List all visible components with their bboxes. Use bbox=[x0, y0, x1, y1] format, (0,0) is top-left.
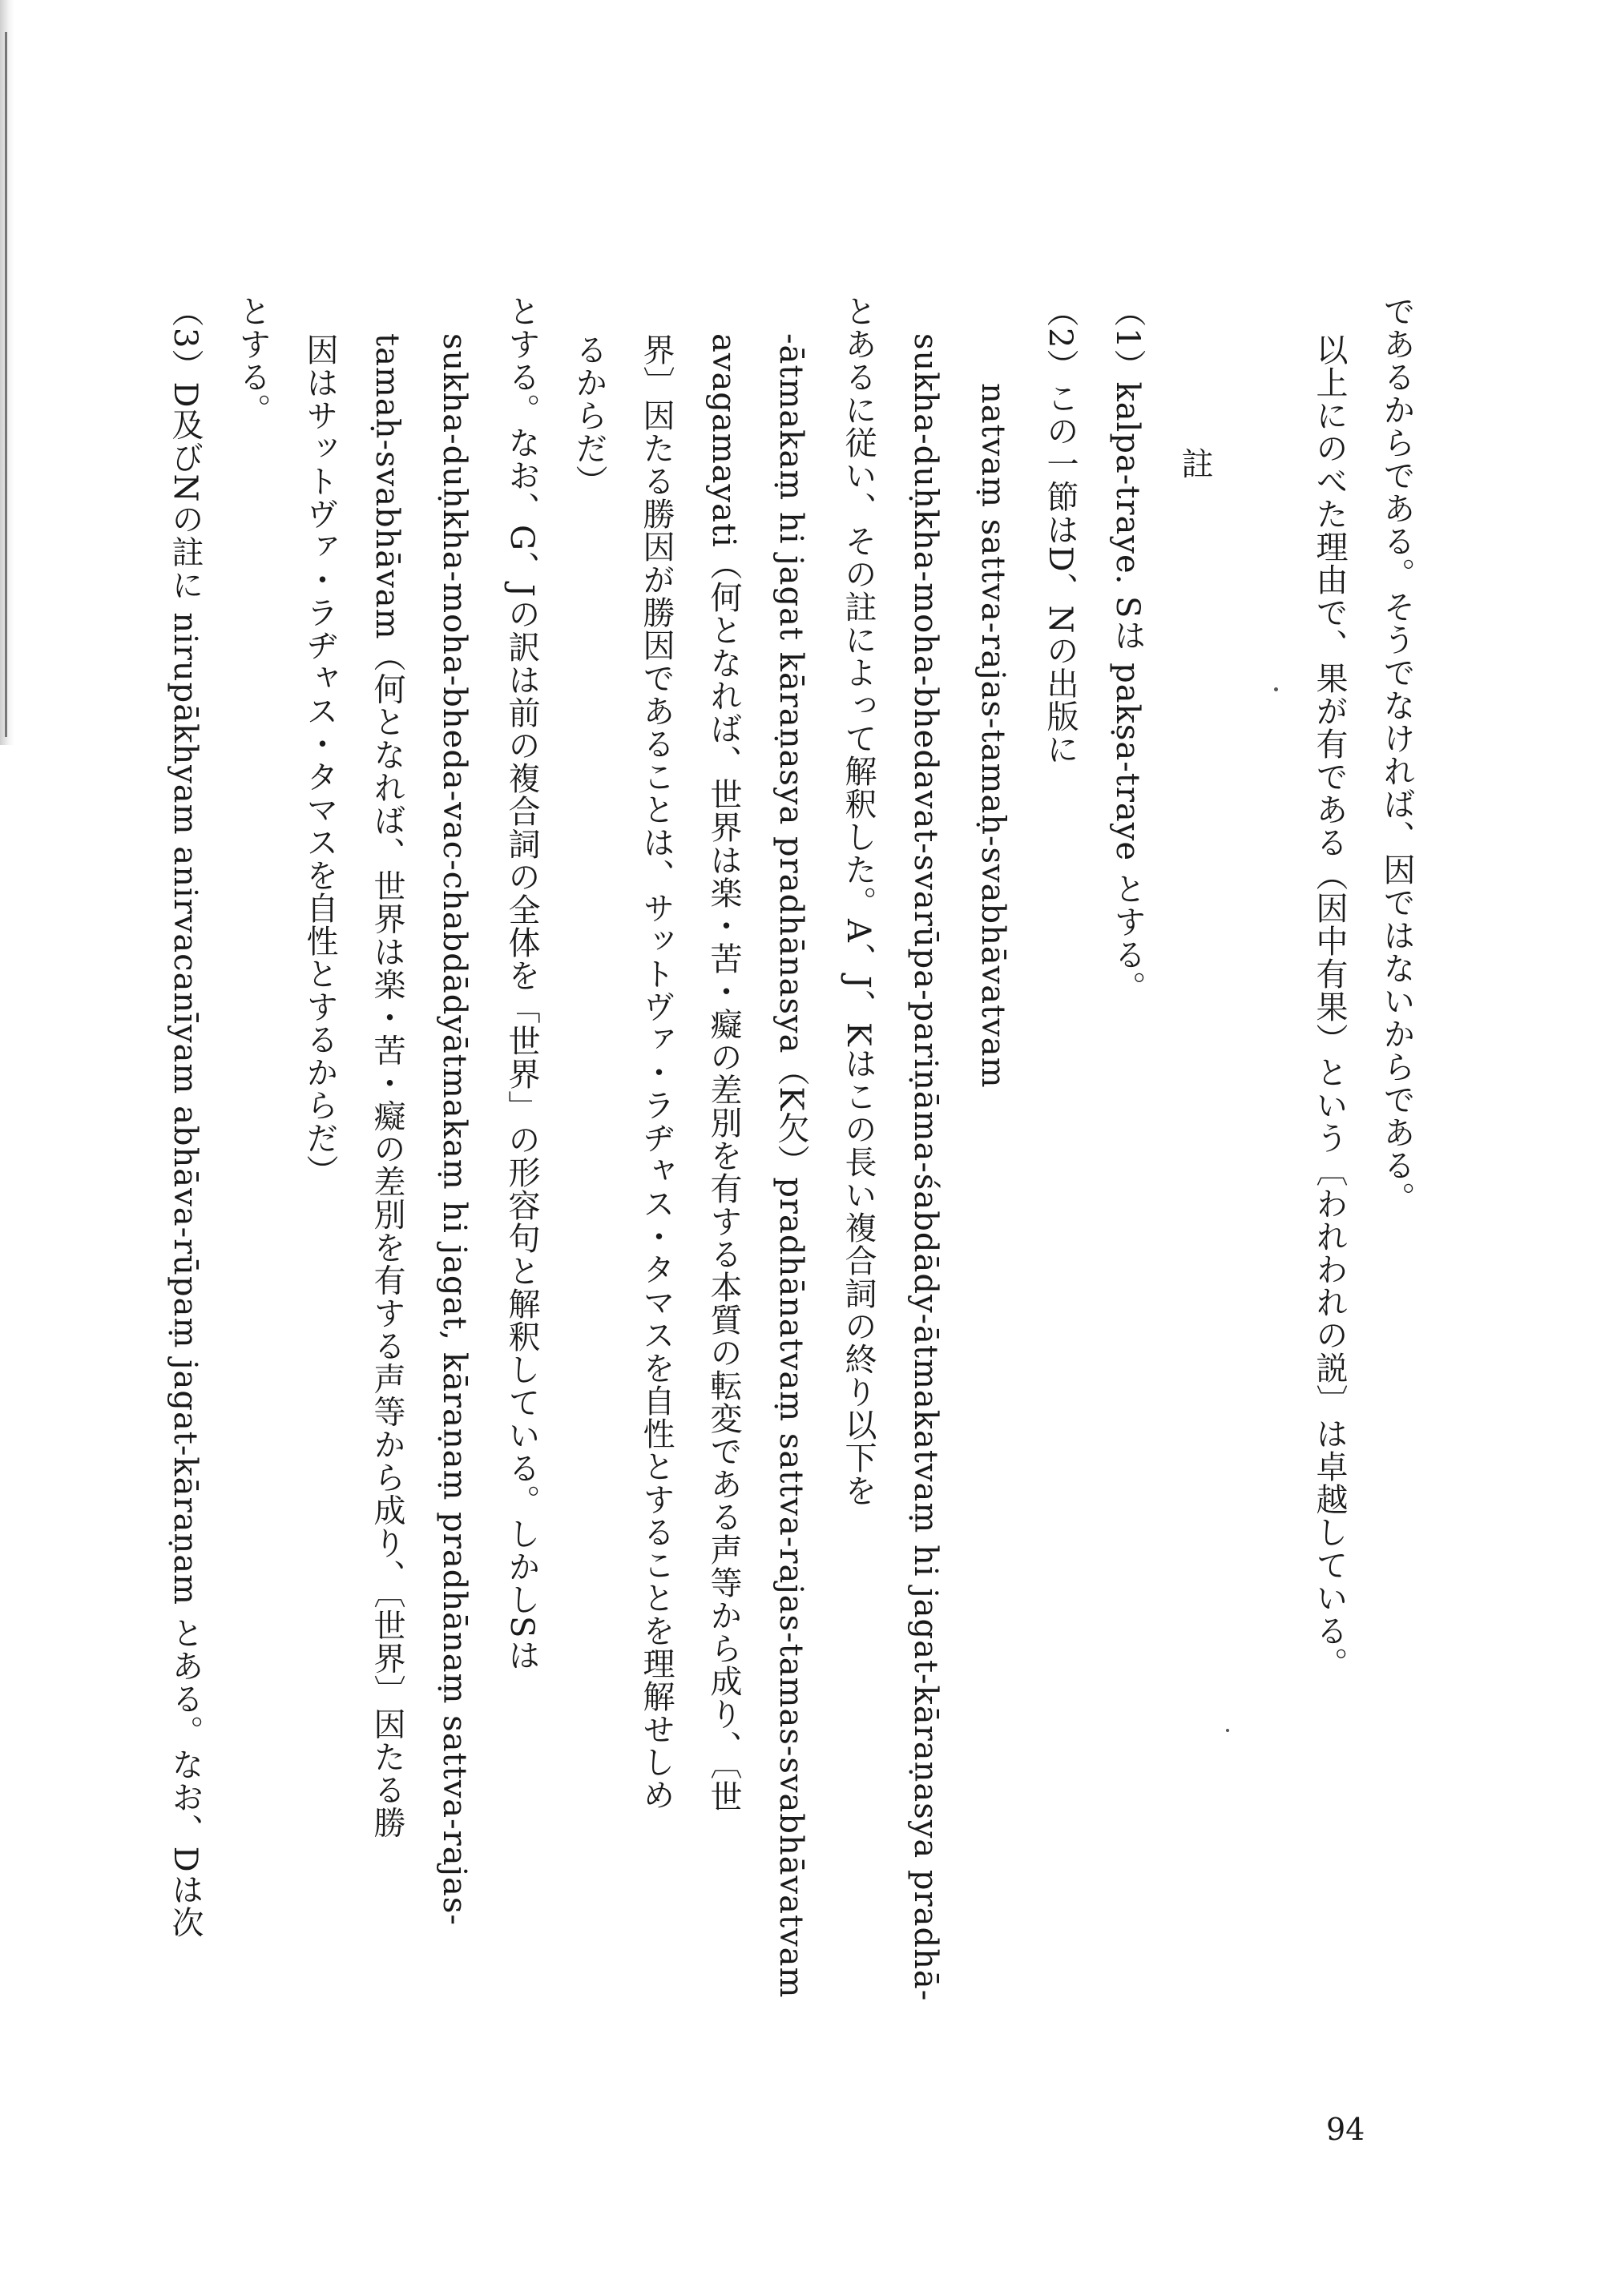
note-2-text-line-4: -ātmakaṃ hi jagat kāraṇasya pradhānasya（K欠）pradhānatvaṃ sattva-rajas-tamas-svabhāvatvam bbox=[772, 333, 809, 1999]
print-speck bbox=[1226, 1729, 1229, 1732]
note-1: （1）kalpa-traye. Sは pakṣa-traye とする。 bbox=[1109, 295, 1146, 1004]
note-2-quote-line-1: natvaṃ sattva-rajas-tamaḥ-svabhāvatvam bbox=[974, 383, 1011, 1089]
text-line-1: であるからである。そうでなければ、因ではないからである。 bbox=[1378, 295, 1415, 1214]
note-2-text-line-9: sukha-duḥkha-moha-bheda-vac-chabdādyātmakaṃ hi jagat, kāraṇaṃ pradhānaṃ sattva-rajas- bbox=[436, 333, 473, 1926]
note-3: （3）D及びNの註に nirupākhyam anirvacanīyam abhāva-rūpaṃ jagat-kāraṇam とある。なお、Dは次 bbox=[167, 295, 204, 1939]
page-binding-edge bbox=[5, 32, 7, 737]
note-2-text-line-5: avagamayati（何となれば、世界は楽・苦・癡の差別を有する本質の転変である声等から成り、〔世 bbox=[705, 333, 742, 1813]
note-2-text-line-6: 界〕因たる勝因が勝因であることは、サットヴァ・ラヂャス・タマスを自性とすることを理解せしめ bbox=[638, 333, 675, 1811]
note-2-text-line-12: とする。 bbox=[234, 295, 271, 426]
note-2-text-line-7: るからだ） bbox=[571, 333, 607, 497]
note-2-text-line-11: 因はサットヴァ・ラヂャス・タマスを自性とするからだ） bbox=[301, 333, 338, 1187]
note-2-text-line-10: tamaḥ-svabhāvam（何となれば、世界は楽・苦・癡の差別を有する声等から成り、〔世界〕因たる勝 bbox=[369, 333, 405, 1839]
notes-heading: 註 bbox=[1176, 447, 1213, 480]
text-line-2: 以上にのべた理由で、果が有である（因中有果）という〔われわれの説〕は卓越している。 bbox=[1311, 333, 1348, 1680]
note-2-intro: （2）この一節はD、Nの出版に bbox=[1042, 295, 1079, 766]
note-2-quote-line-2: sukha-duḥkha-moha-bhedavat-svarūpa-pariṇāma-śabdādy-ātmakatvaṃ hi jagat-kāraṇasya pradhā- bbox=[907, 333, 944, 2002]
print-speck bbox=[1274, 687, 1278, 691]
note-2-text-line-3: とあるに従い、その註によって解釈した。A、J、Kはこの長い複合詞の終り以下を bbox=[840, 295, 877, 1507]
note-2-text-line-8: とする。なお、G、Jの訳は前の複合詞の全体を「世界」の形容句と解釈している。しかしSは bbox=[503, 295, 540, 1672]
vertical-text-body bbox=[151, 295, 1430, 2057]
page-number: 94 bbox=[1326, 2112, 1365, 2147]
page-binding-shadow bbox=[0, 0, 14, 745]
blank-line bbox=[1228, 295, 1296, 2057]
